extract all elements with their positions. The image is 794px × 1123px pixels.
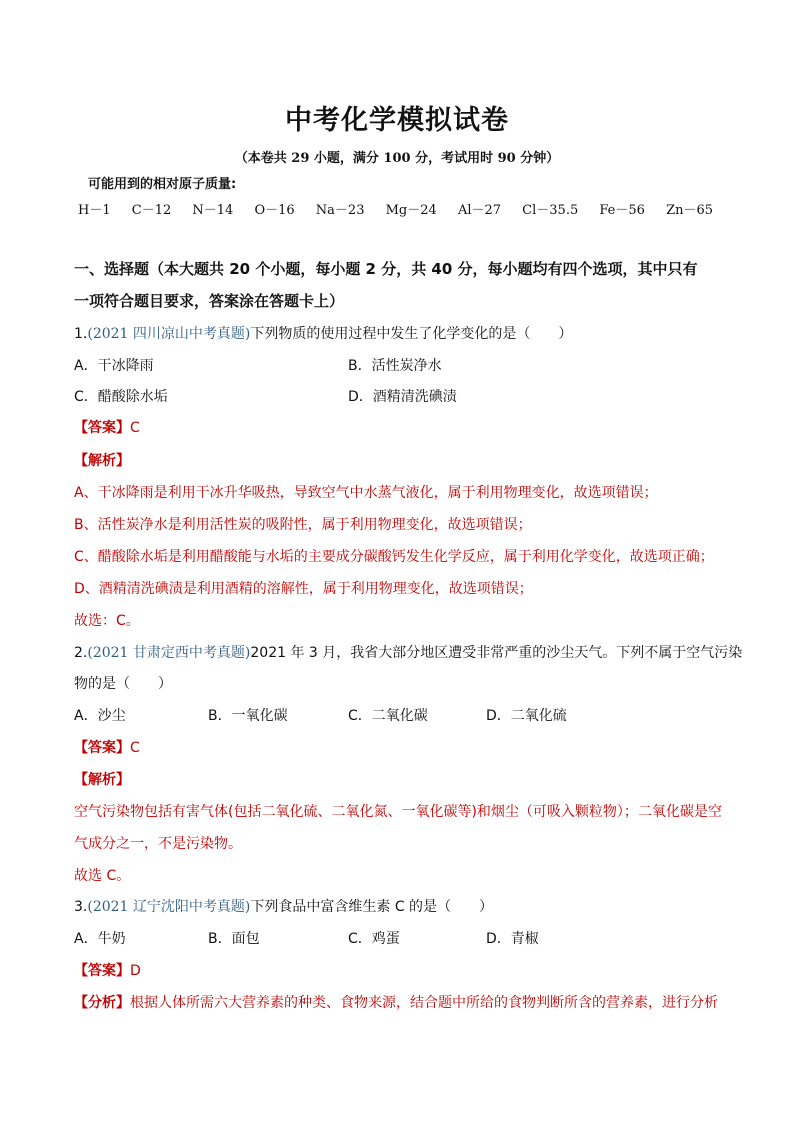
exam-subtitle: （本卷共 29 小题，满分 100 分，考试用时 90 分钟）: [234, 151, 560, 166]
q1-analysis-c: C、醋酸除水垢是利用醋酸能与水垢的主要成分碳酸钙发生化学反应，属于利用化学变化，故选项正确；: [74, 549, 714, 565]
question-2: [74, 642, 742, 662]
answer-value: C: [130, 420, 140, 436]
q1-analysis-a: A、干冰降雨是利用干冰升华吸热，导致空气中水蒸气液化，属于利用物理变化，故选项错误；: [74, 485, 658, 501]
q3-answer: [74, 960, 141, 980]
q1-option-a: A．干冰降雨: [74, 358, 154, 374]
q1-option-c: C．醋酸除水垢: [74, 389, 168, 405]
q2-analysis-label: 【解析】: [74, 772, 130, 788]
q3-option-d: D．青椒: [486, 931, 539, 947]
q2-analysis-line2: 气成分之一，不是污染物。: [74, 836, 242, 852]
atomic-mass-label: 可能用到的相对原子质量:: [88, 177, 237, 192]
mass-item: Na－23: [315, 203, 365, 218]
answer-value: D: [130, 963, 141, 979]
q1-analysis-d: D、酒精清洗碘渍是利用酒精的溶解性，属于利用物理变化，故选项错误；: [74, 581, 533, 597]
question-number: 1.: [74, 326, 88, 342]
mass-item: H－1: [78, 203, 111, 218]
atomic-mass-list: [78, 199, 730, 218]
mass-item: Al－27: [457, 203, 502, 218]
question-source: (2021 甘肃定西中考真题): [87, 645, 251, 661]
analysis-label: 【分析】: [74, 995, 130, 1011]
mass-item: C－12: [131, 203, 172, 218]
q2-option-c: C．二氧化碳: [348, 708, 428, 724]
answer-label: 【答案】: [74, 740, 130, 756]
question-stem: 2021 年 3 月，我省大部分地区遭受非常严重的沙尘天气。下列不属于空气污染: [250, 645, 743, 661]
q2-option-d: D．二氧化硫: [486, 708, 567, 724]
mass-item: Fe－56: [599, 203, 645, 218]
analysis-text: 根据人体所需六大营养素的种类、食物来源，结合题中所给的食物判断所含的营养素，进行分析: [130, 995, 718, 1011]
answer-label: 【答案】: [74, 420, 130, 436]
q1-analysis-b: B、活性炭净水是利用活性炭的吸附性，属于利用物理变化，故选项错误；: [74, 517, 532, 533]
q3-option-b: B．面包: [208, 931, 260, 947]
question-2-stem-cont: 物的是（ ）: [74, 676, 172, 692]
q2-choose: 故选 C。: [74, 868, 131, 884]
q1-choose: 故选：C。: [74, 613, 140, 629]
q1-option-b: B．活性炭净水: [348, 358, 442, 374]
q2-answer: [74, 737, 140, 757]
mass-item: O－16: [254, 203, 295, 218]
q1-answer: [74, 417, 140, 437]
question-source: (2021 四川凉山中考真题): [87, 326, 251, 342]
answer-value: C: [130, 740, 140, 756]
question-source: (2021 辽宁沈阳中考真题): [87, 899, 251, 915]
question-stem: 下列物质的使用过程中发生了化学变化的是（ ）: [250, 326, 573, 342]
q2-option-b: B．一氧化碳: [208, 708, 288, 724]
q1-analysis-label: 【解析】: [74, 453, 130, 469]
question-number: 3.: [74, 899, 88, 915]
question-stem: 下列食品中富含维生素 C 的是（ ）: [250, 899, 494, 915]
question-1: [74, 323, 572, 343]
mass-item: Zn－65: [666, 203, 714, 218]
q2-analysis-line1: 空气污染物包括有害气体(包括二氧化硫、二氧化氮、一氧化碳等)和烟尘（可吸入颗粒物）；二氧化碳是空: [74, 804, 722, 820]
page-title: 中考化学模拟试卷: [285, 105, 509, 136]
mass-item: N－14: [192, 203, 234, 218]
question-number: 2.: [74, 645, 88, 661]
q2-option-a: A．沙尘: [74, 708, 126, 724]
q1-option-d: D．酒精清洗碘渍: [348, 389, 457, 405]
mass-item: Cl－35.5: [522, 203, 579, 218]
mass-item: Mg－24: [385, 203, 437, 218]
question-3: [74, 896, 493, 916]
section-heading-line1: 一、选择题（本大题共 20 个小题，每小题 2 分，共 40 分，每小题均有四个选项，其中只有: [74, 260, 698, 278]
answer-label: 【答案】: [74, 963, 130, 979]
q3-option-a: A．牛奶: [74, 931, 126, 947]
section-heading-line2: 一项符合题目要求，答案涂在答题卡上）: [74, 292, 345, 310]
q3-option-c: C．鸡蛋: [348, 931, 400, 947]
q3-analysis: [74, 992, 718, 1012]
